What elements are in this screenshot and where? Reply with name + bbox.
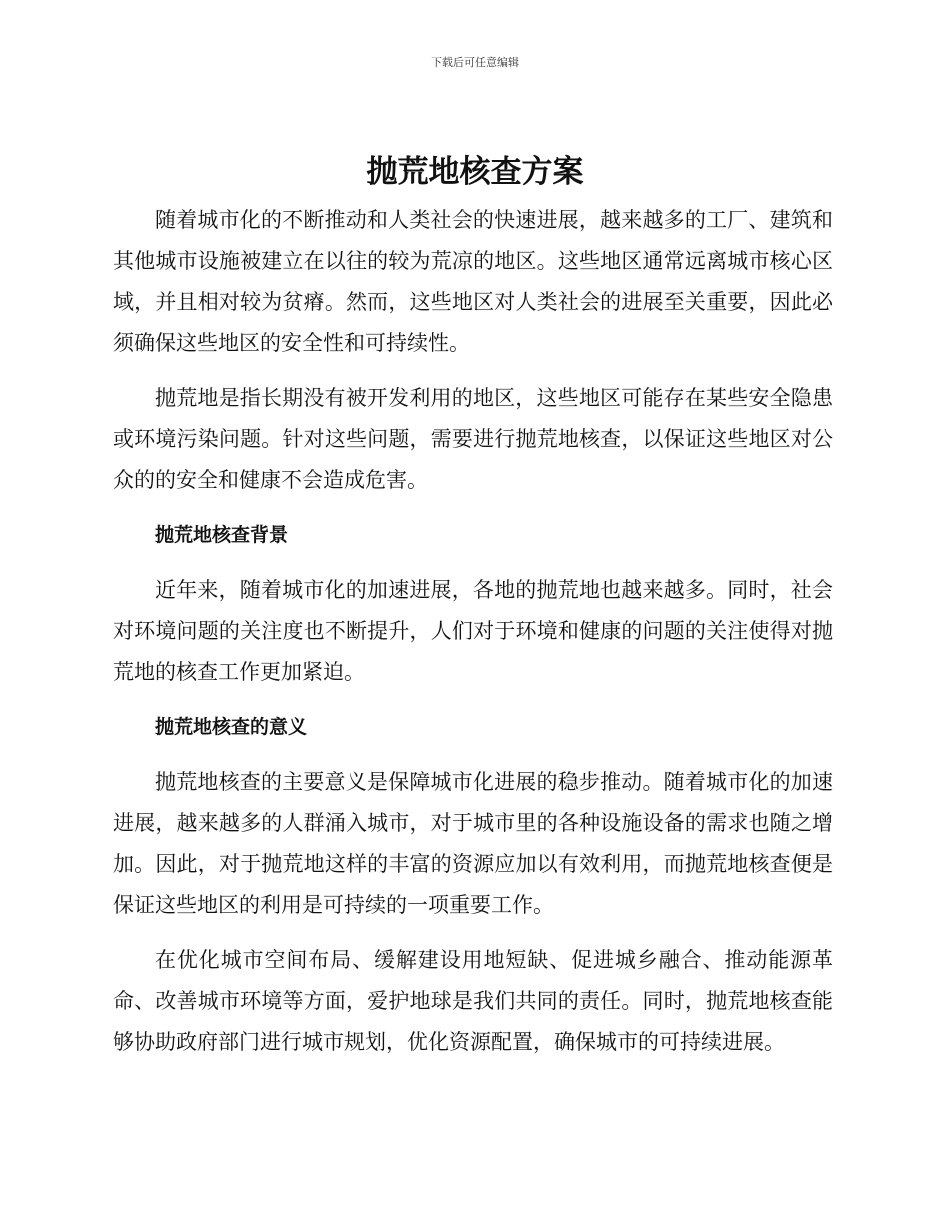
section-heading-significance: 抛荒地核查的意义: [155, 716, 308, 738]
intro-paragraph: 随着城市化的不断推动和人类社会的快速进展，越来越多的工厂、建筑和其他城市设施被建立在以往的较为荒凉的地区。这些地区通常远离城市核心区域，并且相对较为贫瘠。然而，这些地区对人类社会的进展至关重要，因此必须确保这些地区的安全性和可持续性。: [113, 208, 833, 355]
document-body: [113, 200, 833, 1077]
section-paragraph: 抛荒地核查的主要意义是保障城市化进展的稳步推动。随着城市化的加速进展，越来越多的人群涌入城市，对于城市里的各种设施设备的需求也随之增加。因此，对于抛荒地这样的丰富的资源应加以有效利用，而抛荒地核查便是保证这些地区的利用是可持续的一项重要工作。: [113, 770, 833, 917]
section-paragraph: 近年来，随着城市化的加速进展，各地的抛荒地也越来越多。同时，社会对环境问题的关注度也不断提升，人们对于环境和健康的问题的关注使得对抛荒地的核查工作更加紧迫。: [113, 578, 833, 684]
intro-paragraph: 抛荒地是指长期没有被开发利用的地区，这些地区可能存在某些安全隐患或环境污染问题。针对这些问题，需要进行抛荒地核查，以保证这些地区对公众的的安全和健康不会造成危害。: [113, 386, 833, 492]
document-title: 抛荒地核查方案: [366, 154, 584, 190]
section-heading-background: 抛荒地核查背景: [155, 524, 289, 546]
header-note: 下载后可任意编辑: [431, 56, 519, 69]
section-paragraph: 在优化城市空间布局、缓解建设用地短缺、促进城乡融合、推动能源革命、改善城市环境等方面，爱护地球是我们共同的责任。同时，抛荒地核查能够协助政府部门进行城市规划，优化资源配置，确保城市的可持续进展。: [113, 948, 833, 1054]
